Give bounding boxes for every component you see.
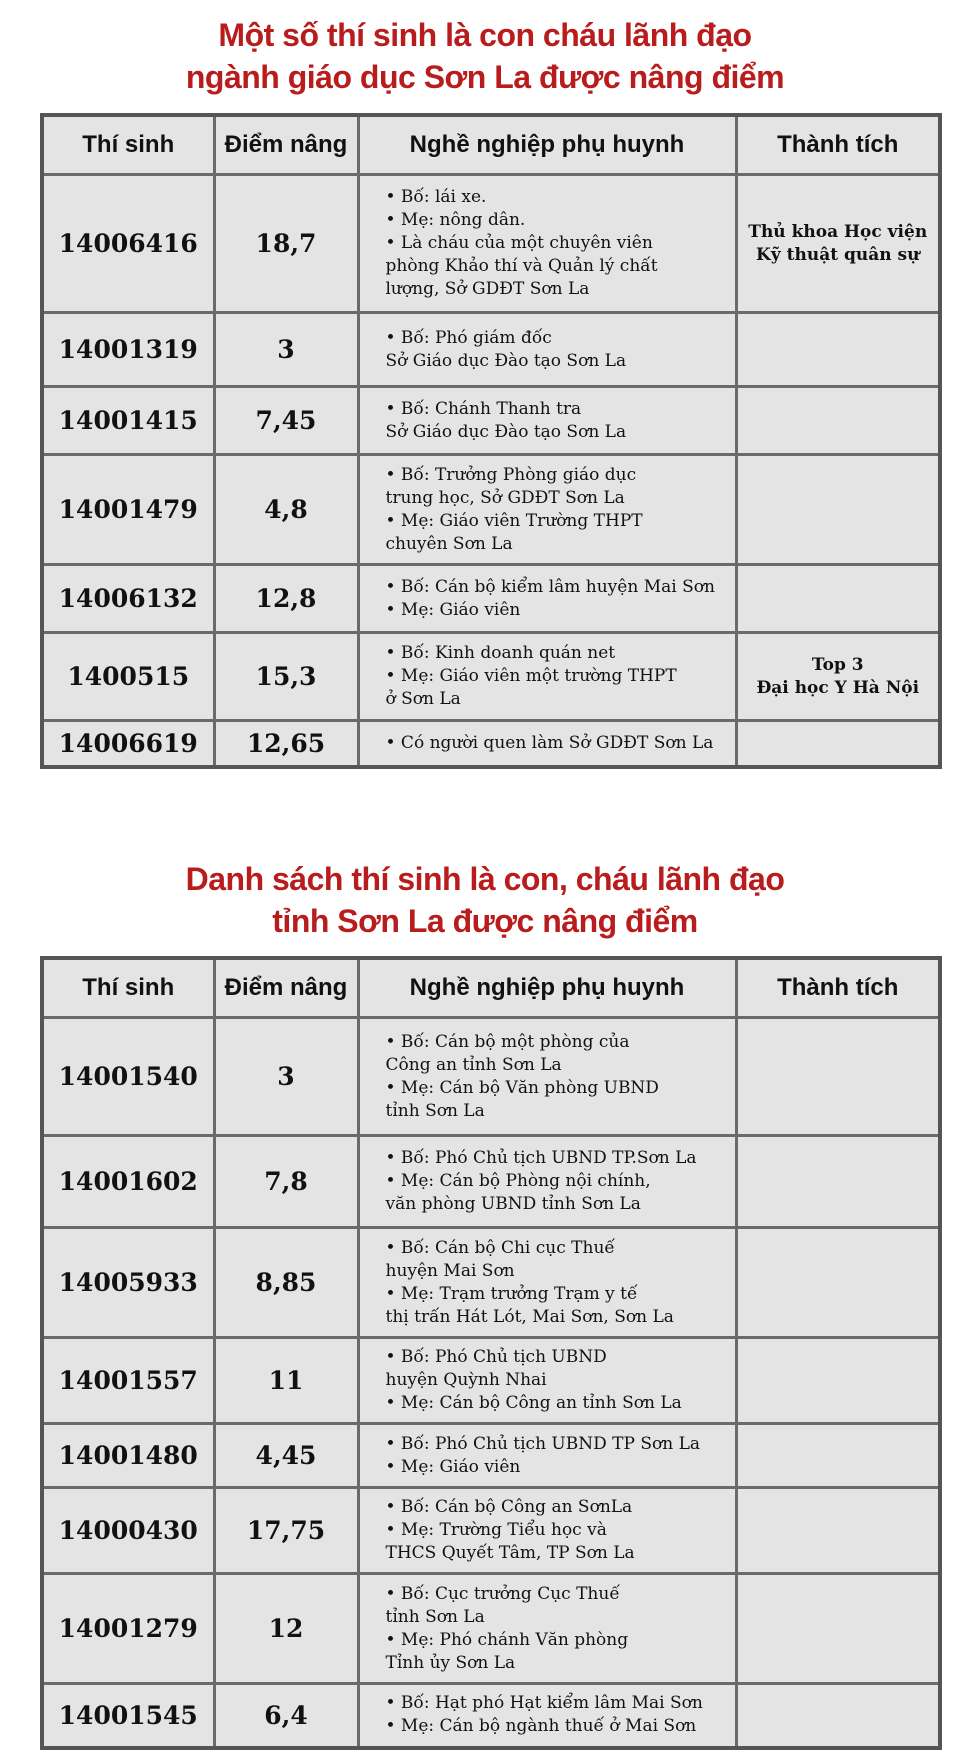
parent-occupation	[358, 387, 736, 455]
achievement	[736, 1136, 940, 1228]
occupation-line: Sở Giáo dục Đào tạo Sơn La	[385, 350, 627, 371]
achievement-line: Kỹ thuật quân sự	[756, 244, 920, 265]
occupation-line: Sở Giáo dục Đào tạo Sơn La	[385, 421, 627, 442]
parent-occupation	[358, 633, 736, 721]
parent-occupation	[358, 1018, 736, 1136]
occupation-line: • Mẹ: Cán bộ Phòng nội chính,	[385, 1171, 651, 1191]
bonus-score: 6,4	[214, 1684, 358, 1748]
bonus-score: 8,85	[214, 1228, 358, 1338]
table-row	[42, 387, 940, 455]
table-row	[42, 1574, 940, 1684]
occupation-line: • Có người quen làm Sở GDĐT Sơn La	[385, 732, 714, 753]
parent-occupation	[358, 1338, 736, 1424]
table-row	[42, 1488, 940, 1574]
occupation-line: • Mẹ: Giáo viên Trường THPT	[385, 510, 643, 531]
parent-occupation	[358, 1488, 736, 1574]
achievement-line: Đại học Y Hà Nội	[756, 677, 920, 698]
table-row	[42, 455, 940, 565]
occupation-line: trung học, Sở GDĐT Sơn La	[385, 487, 625, 508]
table2	[40, 956, 942, 1750]
occupation-line: chuyên Sơn La	[385, 533, 513, 554]
occupation-line: • Là cháu của một chuyên viên	[385, 233, 653, 253]
bonus-score: 4,8	[214, 455, 358, 565]
occupation-line: • Bố: Phó Chủ tịch UBND TP Sơn La	[385, 1433, 700, 1454]
achievement	[736, 1488, 940, 1574]
header-score: Điểm nâng	[214, 115, 358, 175]
bonus-score: 12	[214, 1574, 358, 1684]
candidate-id: 14001480	[42, 1424, 214, 1488]
header-candidate: Thí sinh	[42, 115, 214, 175]
table1-title-line: Một số thí sinh là con cháu lãnh đạo	[218, 17, 752, 53]
header-score: Điểm nâng	[214, 958, 358, 1018]
occupation-line: ở Sơn La	[385, 689, 461, 709]
occupation-line: • Bố: Hạt phó Hạt kiểm lâm Mai Sơn	[385, 1693, 703, 1714]
achievement	[736, 1338, 940, 1424]
candidate-id: 14005933	[42, 1228, 214, 1338]
occupation-line: • Mẹ: Giáo viên	[385, 1456, 521, 1477]
occupation-line: • Bố: Phó giám đốc	[385, 327, 552, 348]
occupation-line: • Bố: Phó Chủ tịch UBND TP.Sơn La	[385, 1148, 697, 1168]
occupation-line: • Bố: Kinh doanh quán net	[385, 643, 616, 663]
bonus-score: 12,8	[214, 565, 358, 633]
candidate-id: 14001319	[42, 313, 214, 387]
achievement	[736, 1424, 940, 1488]
occupation-line: • Bố: Phó Chủ tịch UBND	[385, 1347, 607, 1367]
occupation-line: • Mẹ: Giáo viên một trường THPT	[385, 666, 677, 686]
table-row	[42, 1228, 940, 1338]
parent-occupation	[358, 1684, 736, 1748]
bonus-score: 15,3	[214, 633, 358, 721]
candidate-id: 14000430	[42, 1488, 214, 1574]
table2-title	[0, 858, 970, 942]
occupation-line: • Mẹ: Phó chánh Văn phòng	[385, 1629, 629, 1650]
occupation-line: huyện Quỳnh Nhai	[385, 1370, 547, 1390]
candidate-id: 1400515	[42, 633, 214, 721]
header-candidate: Thí sinh	[42, 958, 214, 1018]
parent-occupation	[358, 565, 736, 633]
header-job: Nghề nghiệp phụ huynh	[358, 115, 736, 175]
parent-occupation	[358, 313, 736, 387]
occupation-line: • Bố: Cán bộ Công an SơnLa	[385, 1497, 633, 1517]
bonus-score: 3	[214, 313, 358, 387]
bonus-score: 7,45	[214, 387, 358, 455]
table2-title-line: tỉnh Sơn La được nâng điểm	[272, 903, 698, 939]
candidate-id: 14001602	[42, 1136, 214, 1228]
parent-occupation	[358, 1424, 736, 1488]
table1-title	[0, 14, 970, 98]
bonus-score: 12,65	[214, 721, 358, 767]
table1-title-line: ngành giáo dục Sơn La được nâng điểm	[185, 59, 785, 95]
parent-occupation	[358, 175, 736, 313]
table-row	[42, 721, 940, 767]
occupation-line: phòng Khảo thí và Quản lý chất	[385, 256, 658, 276]
table-row	[42, 1424, 940, 1488]
occupation-line: văn phòng UBND tỉnh Sơn La	[385, 1194, 641, 1214]
occupation-line: tỉnh Sơn La	[385, 1606, 485, 1627]
occupation-line: lượng, Sở GDĐT Sơn La	[385, 279, 590, 299]
occupation-line: • Bố: Chánh Thanh tra	[385, 398, 582, 419]
achievement	[736, 721, 940, 767]
parent-occupation	[358, 721, 736, 767]
header-achievement: Thành tích	[736, 115, 940, 175]
occupation-line: • Bố: Cán bộ Chi cục Thuế	[385, 1237, 615, 1258]
occupation-line: • Mẹ: Trường Tiểu học và	[385, 1520, 607, 1540]
achievement	[736, 1574, 940, 1684]
occupation-line: • Mẹ: Trạm trưởng Trạm y tế	[385, 1283, 638, 1304]
occupation-line: • Bố: Cán bộ kiểm lâm huyện Mai Sơn	[385, 576, 715, 597]
table-row	[42, 1338, 940, 1424]
occupation-line: • Bố: lái xe.	[385, 187, 487, 207]
bonus-score: 18,7	[214, 175, 358, 313]
bonus-score: 17,75	[214, 1488, 358, 1574]
header-job: Nghề nghiệp phụ huynh	[358, 958, 736, 1018]
occupation-line: • Bố: Cục trưởng Cục Thuế	[385, 1583, 620, 1604]
table1	[40, 113, 942, 769]
occupation-line: • Mẹ: Cán bộ Văn phòng UBND	[385, 1077, 659, 1098]
bonus-score: 11	[214, 1338, 358, 1424]
candidate-id: 14001545	[42, 1684, 214, 1748]
occupation-line: tỉnh Sơn La	[385, 1100, 485, 1121]
parent-occupation	[358, 455, 736, 565]
candidate-id: 14001279	[42, 1574, 214, 1684]
achievement	[736, 455, 940, 565]
candidate-id: 14006416	[42, 175, 214, 313]
achievement	[736, 633, 940, 721]
achievement	[736, 1018, 940, 1136]
candidate-id: 14001540	[42, 1018, 214, 1136]
occupation-line: Tỉnh ủy Sơn La	[385, 1652, 516, 1673]
candidate-id: 14001415	[42, 387, 214, 455]
occupation-line: • Mẹ: Cán bộ Công an tỉnh Sơn La	[385, 1393, 682, 1413]
table-row	[42, 313, 940, 387]
achievement-line: Top 3	[811, 654, 864, 675]
header-achievement: Thành tích	[736, 958, 940, 1018]
achievement	[736, 1684, 940, 1748]
table2-header-row	[42, 958, 940, 1018]
bonus-score: 7,8	[214, 1136, 358, 1228]
parent-occupation	[358, 1228, 736, 1338]
occupation-line: • Bố: Cán bộ một phòng của	[385, 1031, 630, 1052]
occupation-line: • Mẹ: nông dân.	[385, 210, 526, 230]
table-row	[42, 175, 940, 313]
occupation-line: • Mẹ: Giáo viên	[385, 599, 521, 620]
bonus-score: 3	[214, 1018, 358, 1136]
bonus-score: 4,45	[214, 1424, 358, 1488]
achievement	[736, 175, 940, 313]
achievement	[736, 1228, 940, 1338]
table-row	[42, 1018, 940, 1136]
table-row	[42, 1684, 940, 1748]
candidate-id: 14001557	[42, 1338, 214, 1424]
occupation-line: • Bố: Trưởng Phòng giáo dục	[385, 464, 637, 485]
achievement	[736, 387, 940, 455]
achievement	[736, 565, 940, 633]
table2-title-line: Danh sách thí sinh là con, cháu lãnh đạo	[185, 861, 785, 897]
table1-header-row	[42, 115, 940, 175]
occupation-line: Công an tỉnh Sơn La	[385, 1054, 562, 1075]
table-row	[42, 1136, 940, 1228]
parent-occupation	[358, 1574, 736, 1684]
candidate-id: 14006619	[42, 721, 214, 767]
table-row	[42, 633, 940, 721]
occupation-line: • Mẹ: Cán bộ ngành thuế ở Mai Sơn	[385, 1716, 697, 1737]
candidate-id: 14006132	[42, 565, 214, 633]
occupation-line: thị trấn Hát Lót, Mai Sơn, Sơn La	[385, 1306, 674, 1327]
achievement-line: Thủ khoa Học viện	[748, 221, 928, 242]
occupation-line: huyện Mai Sơn	[385, 1260, 515, 1281]
candidate-id: 14001479	[42, 455, 214, 565]
parent-occupation	[358, 1136, 736, 1228]
achievement	[736, 313, 940, 387]
table-row	[42, 565, 940, 633]
occupation-line: THCS Quyết Tâm, TP Sơn La	[385, 1543, 635, 1563]
